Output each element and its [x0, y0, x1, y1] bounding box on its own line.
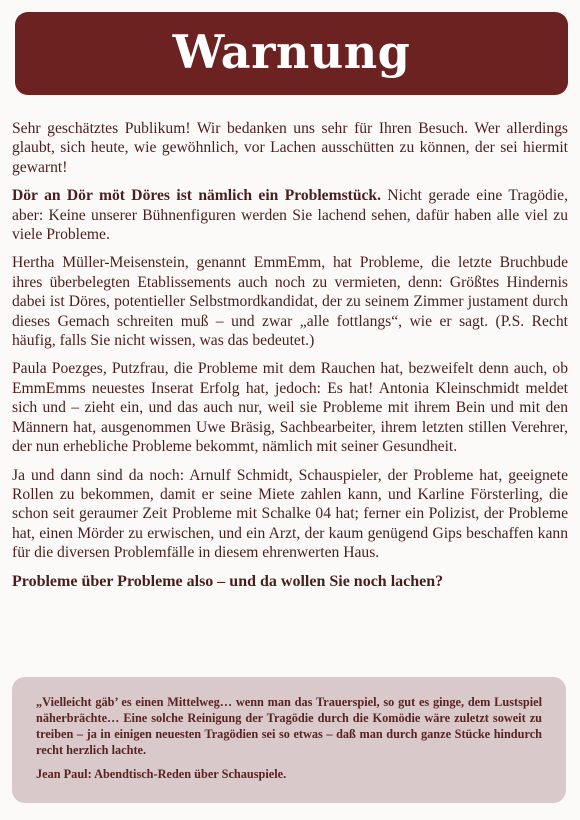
quote-source: Jean Paul: Abendtisch-Reden über Schauspiele.	[36, 767, 287, 781]
page-title: Warnung	[172, 24, 411, 79]
paragraph-paula	[12, 359, 568, 456]
paragraph-text: Sehr geschätztes Publikum! Wir bedanken uns sehr für Ihren Besuch. Wer allerdings glaubt, sich heute, wie gewöhnlich, vor Lachen ausschütten zu können, der sei hiermit gewarnt!	[12, 120, 568, 176]
paragraph-hertha	[12, 253, 568, 350]
quote-box	[12, 677, 566, 803]
quote-text: „Vielleicht gäb’ es einen Mittelweg… wenn man das Trauerspiel, so gut es ginge, dem Lustspiel näherbrächte… Eine solche Reinigung der Tragödie durch die Komödie wäre zuletzt soweit zu treiben – ja in einigen neuesten Tragödien sei so etwas – daß man durch ganze Stücke hindurch recht herzlich lachte.	[36, 695, 542, 757]
title-banner	[15, 12, 568, 95]
closing-line: Probleme über Probleme also – und da wollen Sie noch lachen?	[12, 572, 444, 590]
paragraph-lead: Dör an Dör möt Döres ist nämlich ein Problemstück.	[12, 187, 381, 205]
paragraph-problemstueck	[12, 186, 568, 244]
paragraph-text: Hertha Müller-Meisenstein, genannt EmmEmm, hat Probleme, die letzte Bruchbude ihres überbelegten Etablissements auch noch zu vermieten, denn: Größtes Hindernis dabei ist Döres, potentieller Selbstmordkandidat, der zu seinem Zimmer justament durch dieses Gemach schreiten muß – und zwar „alle fottlangs“, wie er sagt. (P.S. Recht häufig, falls Sie nicht wissen, was das bedeutet.)	[12, 254, 568, 350]
body-text	[12, 119, 568, 600]
paragraph-arnulf	[12, 466, 568, 563]
paragraph-text: Ja und dann sind da noch: Arnulf Schmidt, Schauspieler, der Probleme hat, geeignete Rollen zu bekommen, damit er seine Miete zahlen kann, und Karline Försterling, die schon seit geraumer Zeit Probleme mit Schalke 04 hat; ferner ein Polizist, der Probleme hat, einen Mörder zu erwischen, und ein Arzt, der kaum genügend Gips beschaffen kann für die diversen Problemfälle in diesem ehrenwerten Haus.	[12, 466, 568, 562]
paragraph-text: Nicht gerade eine Tragödie, aber: Keine unserer Bühnenfiguren werden Sie lachend sehen, dafür haben alle viel zu viele Probleme.	[12, 187, 568, 244]
paragraph-intro	[12, 119, 568, 177]
paragraph-text: Paula Poezges, Putzfrau, die Probleme mit dem Rauchen hat, bezweifelt denn auch, ob EmmEmms neuestes Inserat Erfolg hat, jedoch: Es hat! Antonia Kleinschmidt meldet sich und – zieht ein, und das auch nur, weil sie Probleme mit ihrem Bein und mit den Männern hat, ausgenommen Uwe Bräsig, Sachbearbeiter, ihrem letzten stillen Verehrer, der nun erhebliche Probleme bekommt, nämlich mit seiner Gesundheit.	[12, 360, 568, 456]
